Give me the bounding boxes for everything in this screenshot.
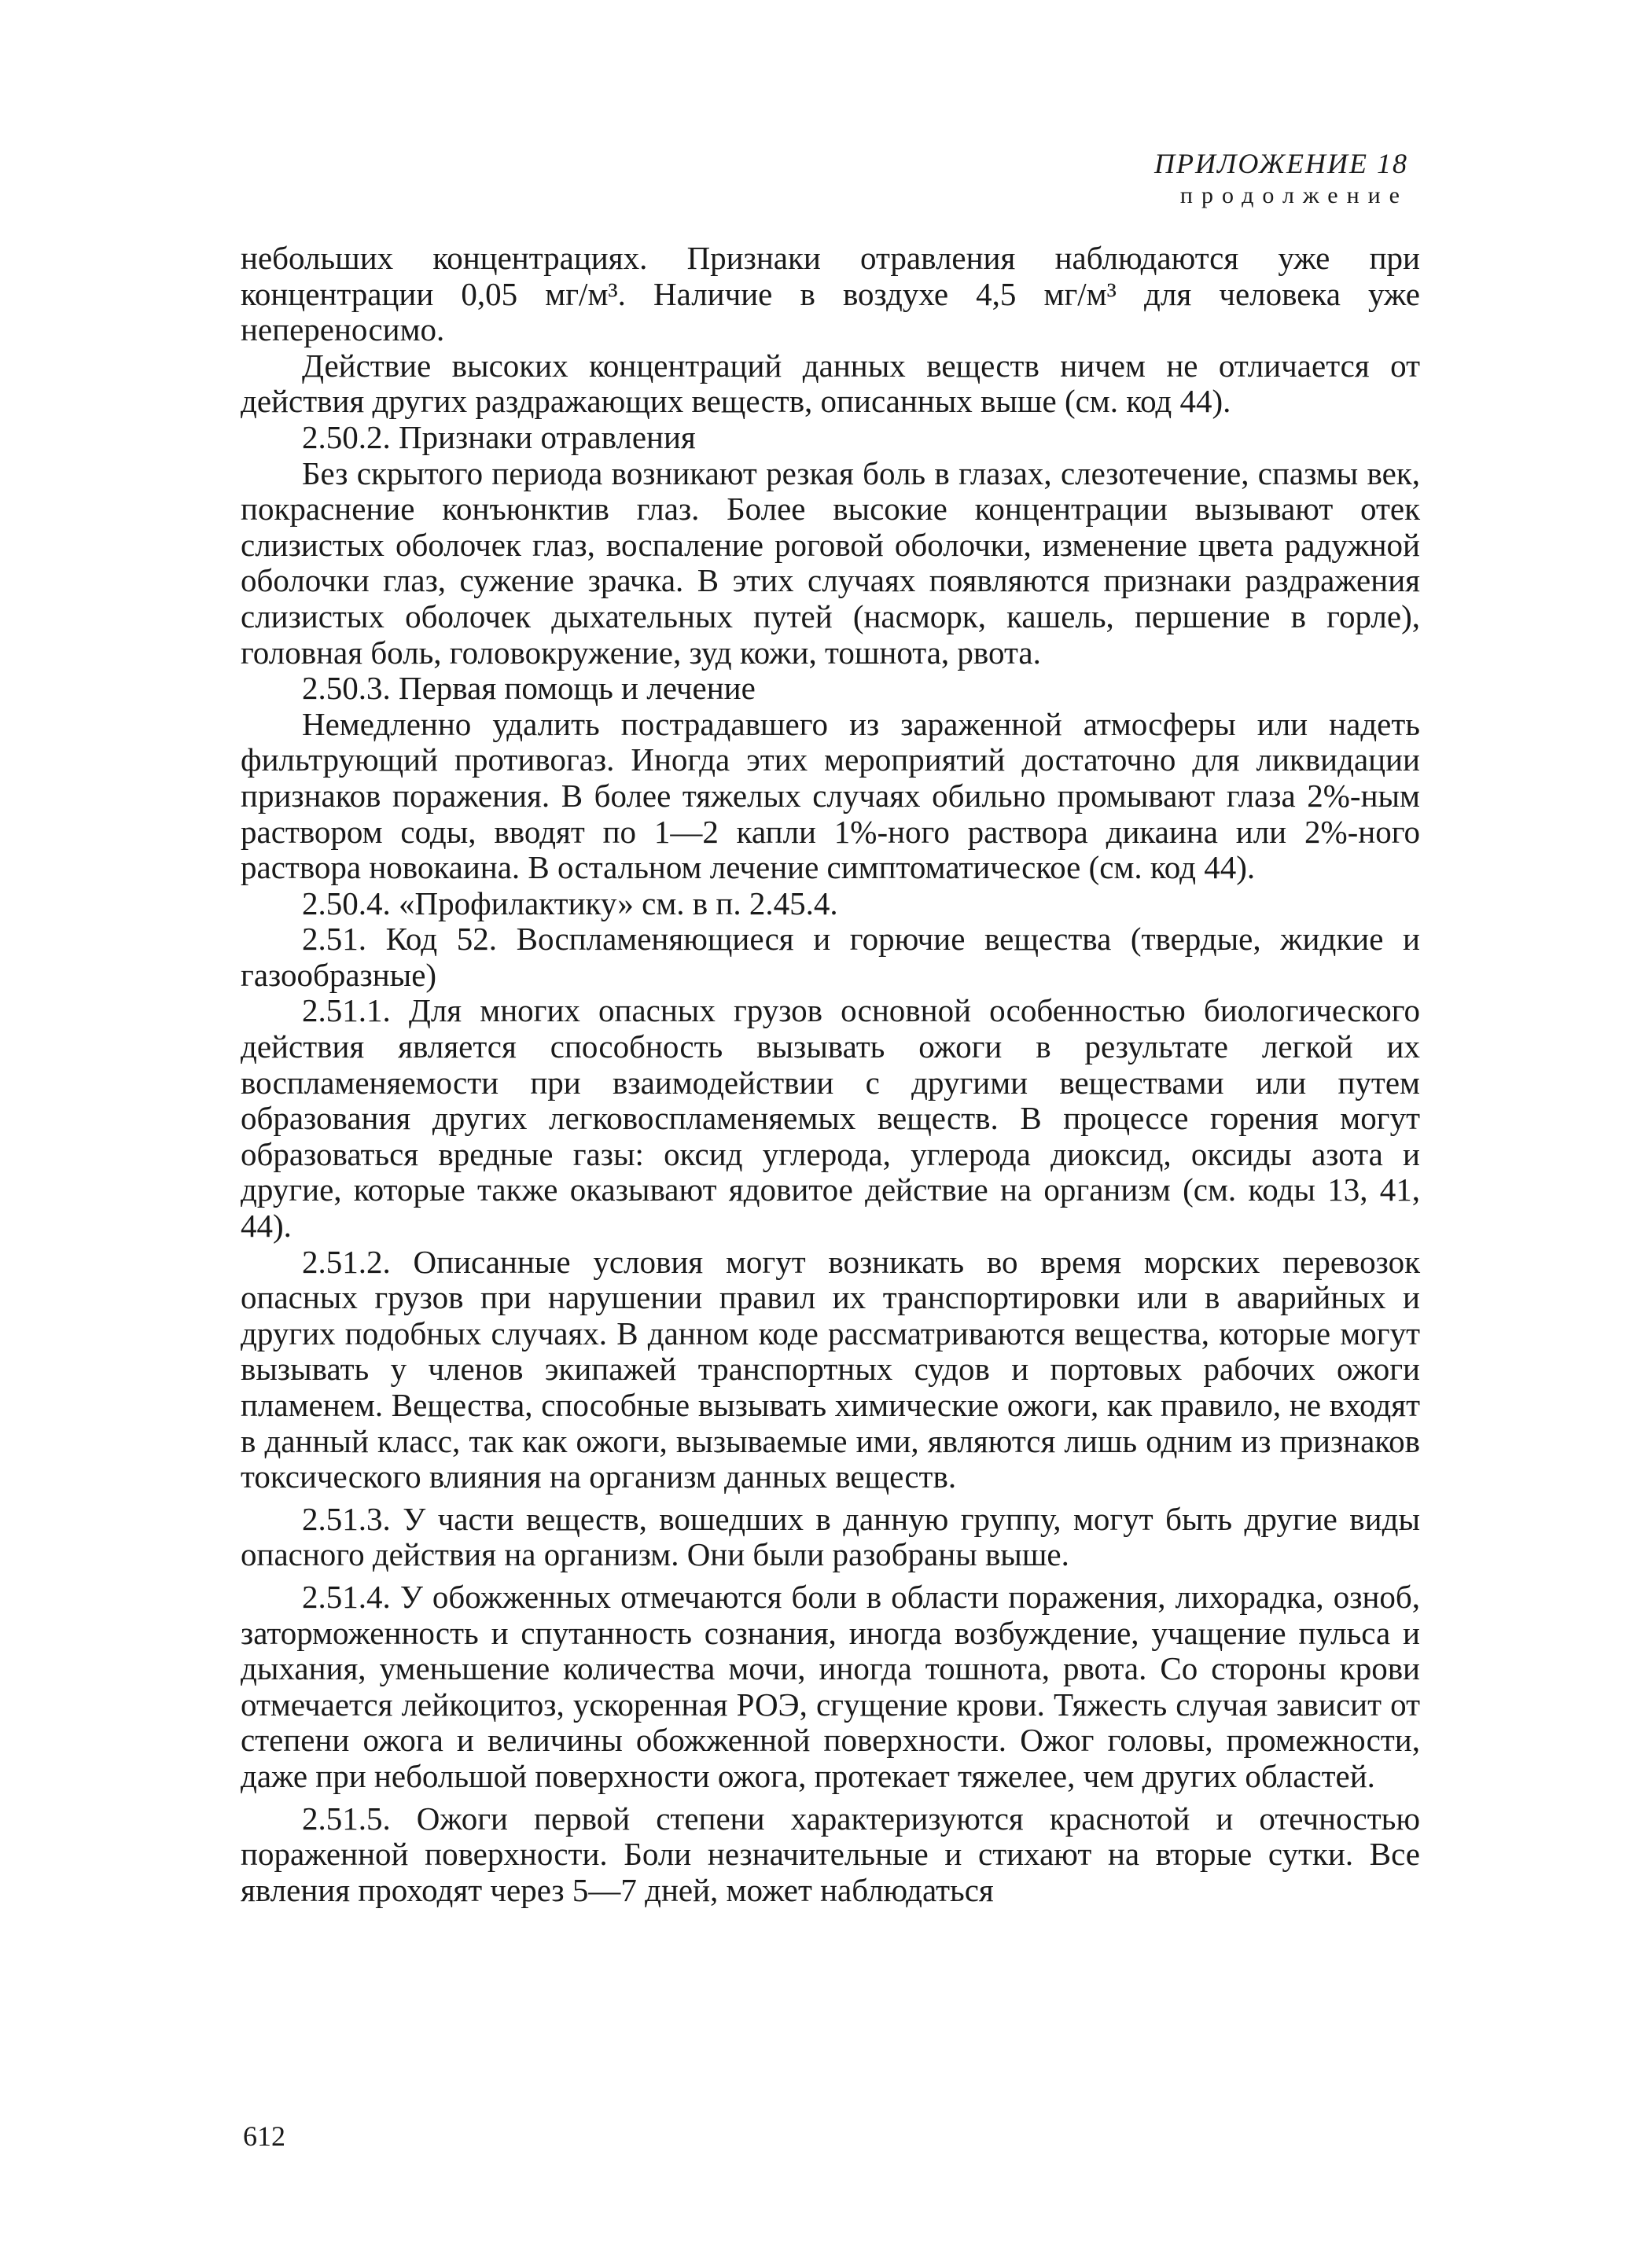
page-number: 612 [243,2120,285,2152]
paragraph: 2.50.4. «Профилактику» см. в п. 2.45.4. [302,884,838,921]
paragraph: 2.51.4. У обожженных отмечаются боли в области поражения, лихорадка, озноб, заторможенность и спутанность сознания, иногда возбуждение, учащение пульса и дыхания, уменьшение количества мочи, иногда тошнота, рвота. Со стороны крови отмечается лейкоцитоз, ускоренная РОЭ, сгущение крови. Тяжесть случая зависит от степени ожога и величины обожженной поверхности. Ожог головы, промежности, даже при небольшой поверхности ожога, протекает тяжелее, чем других областей. [241,1578,1420,1794]
paragraph: 2.51.5. Ожоги первой степени характеризуются краснотой и отечностью пораженной поверхности. Боли незначительные и стихают на вторые сутки. Все явления проходят через 5—7 дней, может наблюдаться [241,1800,1420,1908]
page-header [1154,146,1408,211]
paragraph: Немедленно удалить пострадавшего из зараженной атмосферы или надеть фильтрующий противогаз. Иногда этих мероприятий достаточно для ликвидации признаков поражения. В более тяжелых случаях обильно промывают глаза 2%-ным раствором соды, вводят по 1—2 капли 1%-ного раствора дикаина или 2%-ного раствора новокаина. В остальном лечение симптоматическое (см. код 44). [241,705,1420,886]
paragraph: 2.51.1. Для многих опасных грузов основной особенностью биологического действия является способность вызывать ожоги в результате легкой их воспламеняемости при взаимодействии с другими веществами или путем образования других легковоспламеняемых веществ. В процессе горения могут образоваться вредные газы: оксид углерода, углерода диоксид, оксиды азота и другие, которые также оказывают ядовитое действие на организм (см. коды 13, 41, 44). [241,992,1420,1245]
paragraph: небольших концентрациях. Признаки отравления наблюдаются уже при концентрации 0,05 мг/м³. Наличие в воздухе 4,5 мг/м³ для человека уже непереносимо. [241,240,1420,348]
continuation-label: продолжение [1179,182,1408,208]
section-heading: 2.50.2. Признаки отравления [302,418,696,455]
paragraph: 2.51.2. Описанные условия могут возникать во время морских перевозок опасных грузов при нарушении правил их транспортировки или в аварийных и других подобных случаях. В данном коде рассматриваются вещества, которые могут вызывать у членов экипажей транспортных судов и портовых рабочих ожоги пламенем. Вещества, способные вызывать химические ожоги, как правило, не входят в данный класс, так как ожоги, вызываемые ими, являются лишь одним из признаков токсического влияния на организм данных веществ. [241,1243,1420,1495]
paragraph: 2.51.3. У части веществ, вошедших в данную группу, могут быть другие виды опасного действия на организм. Они были разобраны выше. [241,1500,1420,1573]
section-heading: 2.50.3. Первая помощь и лечение [302,670,756,707]
paragraph: Действие высоких концентраций данных веществ ничем не отличается от действия других раздражающих веществ, описанных выше (см. код 44). [241,347,1420,420]
section-heading: 2.51. Код 52. Воспламеняющиеся и горючие вещества (твердые, жидкие и газообразные) [241,921,1420,993]
appendix-title: ПРИЛОЖЕНИЕ 18 [1154,148,1408,179]
paragraph: Без скрытого периода возникают резкая боль в глазах, слезотечение, спазмы век, покраснение конъюнктив глаз. Более высокие концентрации вызывают отек слизистых оболочек глаз, воспаление роговой оболочки, изменение цвета радужной оболочки глаз, сужение зрачка. В этих случаях появляются признаки раздражения слизистых оболочек дыхательных путей (насморк, кашель, першение в горле), головная боль, головокружение, зуд кожи, тошнота, рвота. [241,454,1420,671]
body-text [241,241,1420,1908]
